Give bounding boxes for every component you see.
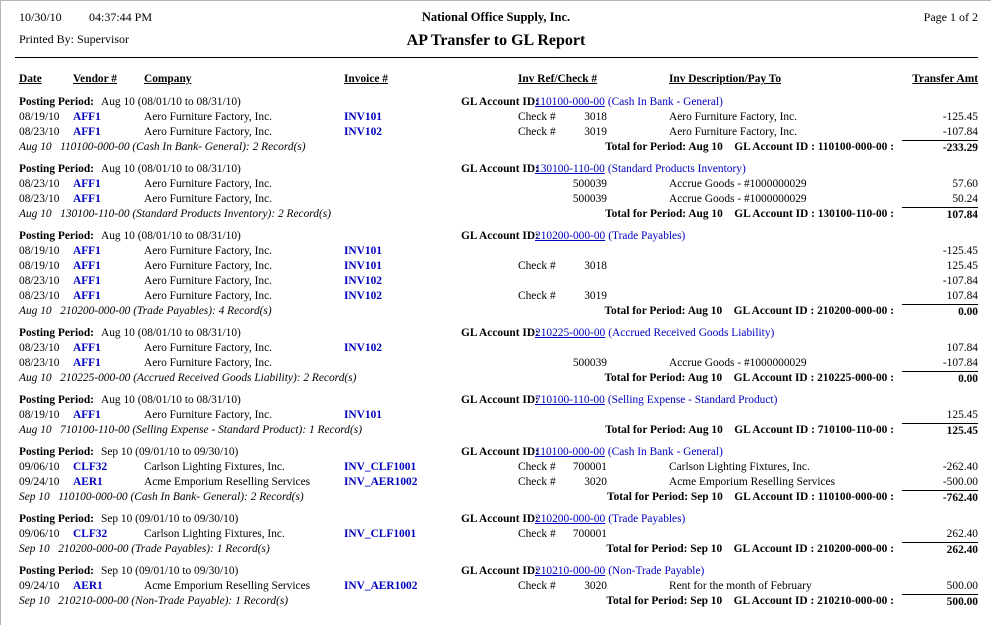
column-header-transfer-amt: Transfer Amt xyxy=(912,73,978,85)
date-cell: 08/23/10 xyxy=(19,193,60,205)
section-header-row xyxy=(1,162,991,177)
gl-account-section xyxy=(1,393,991,438)
invoice-link[interactable]: INV101 xyxy=(344,111,382,123)
print-date: 10/30/10 xyxy=(19,10,62,24)
description-cell: Rent for the month of February xyxy=(669,580,812,592)
section-header-row xyxy=(1,512,991,527)
total-amount: -233.29 xyxy=(902,140,978,156)
posting-period-label: Posting Period: xyxy=(19,163,94,175)
company-cell: Acme Emporium Reselling Services xyxy=(144,580,311,592)
report-header-line1 xyxy=(1,1,991,28)
company-cell: Aero Furniture Factory, Inc. xyxy=(144,357,272,369)
transaction-rows xyxy=(1,177,991,207)
section-header-row xyxy=(1,445,991,460)
description-cell: Accrue Goods - #1000000029 xyxy=(669,193,807,205)
gl-account-label: GL Account ID: xyxy=(461,446,539,458)
transfer-amount-cell: -107.84 xyxy=(942,126,978,138)
ref-check-number: 3019 xyxy=(584,126,607,138)
posting-period-label: Posting Period: xyxy=(19,394,94,406)
invoice-link[interactable]: INV_CLF1001 xyxy=(344,461,417,473)
posting-period-value: Sep 10 (09/01/10 to 09/30/10) xyxy=(101,446,239,458)
transfer-amount-cell: 107.84 xyxy=(946,342,978,354)
gl-account-label: GL Account ID: xyxy=(461,565,539,577)
total-amount: -762.40 xyxy=(902,490,978,506)
date-cell: 08/19/10 xyxy=(19,409,60,421)
report-body xyxy=(1,95,991,609)
check-number-label: Check # xyxy=(518,290,556,302)
check-number-label: Check # xyxy=(518,461,556,473)
total-label: Total for Period: Aug 10 GL Account ID : 210200-000-00 : xyxy=(604,305,894,317)
ref-check-number: 500039 xyxy=(572,178,607,190)
description-cell: Aero Furniture Factory, Inc. xyxy=(669,126,797,138)
gl-account-number[interactable]: 210200-000-00 xyxy=(535,230,606,242)
section-summary: Aug 10 710100-110-00 (Selling Expense - Standard Product): 1 Record(s) xyxy=(19,424,363,436)
gl-account-link[interactable] xyxy=(535,229,685,244)
vendor-link[interactable]: AFF1 xyxy=(73,193,101,205)
date-cell: 09/06/10 xyxy=(19,528,60,540)
company-cell: Aero Furniture Factory, Inc. xyxy=(144,126,272,138)
transaction-row xyxy=(1,356,991,371)
column-header-invoice: Invoice # xyxy=(344,73,388,85)
ref-check-number: 700001 xyxy=(572,461,607,473)
company-cell: Aero Furniture Factory, Inc. xyxy=(144,178,272,190)
total-label: Total for Period: Aug 10 GL Account ID : 130100-110-00 : xyxy=(605,208,894,220)
section-total-row xyxy=(1,304,991,319)
ref-check-number: 3018 xyxy=(584,260,607,272)
gl-account-label: GL Account ID: xyxy=(461,394,539,406)
section-total-row xyxy=(1,490,991,505)
invoice-link[interactable]: INV101 xyxy=(344,245,382,257)
gl-account-description[interactable]: (Accrued Received Goods Liability) xyxy=(608,327,775,339)
company-cell: Aero Furniture Factory, Inc. xyxy=(144,342,272,354)
posting-period-label: Posting Period: xyxy=(19,446,94,458)
posting-period-value: Aug 10 (08/01/10 to 08/31/10) xyxy=(101,394,241,406)
gl-account-number[interactable]: 130100-110-00 xyxy=(535,163,605,175)
transaction-row xyxy=(1,527,991,542)
date-cell: 08/23/10 xyxy=(19,275,60,287)
posting-period-value: Sep 10 (09/01/10 to 09/30/10) xyxy=(101,513,239,525)
transfer-amount-cell: 50.24 xyxy=(952,193,978,205)
description-cell: Aero Furniture Factory, Inc. xyxy=(669,111,797,123)
date-cell: 08/19/10 xyxy=(19,260,60,272)
transaction-rows xyxy=(1,460,991,490)
section-total-row xyxy=(1,542,991,557)
posting-period-label: Posting Period: xyxy=(19,513,94,525)
column-header-vendor: Vendor # xyxy=(73,73,117,85)
date-cell: 08/19/10 xyxy=(19,111,60,123)
transaction-row xyxy=(1,259,991,274)
total-label: Total for Period: Aug 10 GL Account ID : 210225-000-00 : xyxy=(604,372,894,384)
transaction-row xyxy=(1,110,991,125)
invoice-link[interactable]: INV102 xyxy=(344,290,382,302)
transaction-row xyxy=(1,579,991,594)
page-indicator: Page 1 of 2 xyxy=(923,10,978,24)
transfer-amount-cell: -125.45 xyxy=(942,111,978,123)
date-cell: 08/23/10 xyxy=(19,290,60,302)
gl-account-description[interactable]: (Trade Payables) xyxy=(608,513,686,525)
section-summary: Aug 10 210200-000-00 (Trade Payables): 4 Record(s) xyxy=(19,305,272,317)
invoice-link[interactable]: INV_CLF1001 xyxy=(344,528,417,540)
invoice-link[interactable]: INV101 xyxy=(344,260,382,272)
gl-account-section xyxy=(1,162,991,222)
gl-account-section xyxy=(1,95,991,155)
transfer-amount-cell: 107.84 xyxy=(946,290,978,302)
total-amount: 0.00 xyxy=(902,304,978,320)
transaction-row xyxy=(1,289,991,304)
section-summary: Aug 10 210225-000-00 (Accrued Received Goods Liability): 2 Record(s) xyxy=(19,372,357,384)
vendor-link[interactable]: AFF1 xyxy=(73,126,101,138)
company-cell: Aero Furniture Factory, Inc. xyxy=(144,111,272,123)
posting-period-label: Posting Period: xyxy=(19,327,94,339)
ref-check-number: 3019 xyxy=(584,290,607,302)
gl-account-label: GL Account ID: xyxy=(461,163,539,175)
invoice-link[interactable]: INV_AER1002 xyxy=(344,476,418,488)
transfer-amount-cell: 500.00 xyxy=(946,580,978,592)
total-amount: 262.40 xyxy=(902,542,978,558)
company-name: National Office Supply, Inc. xyxy=(421,10,571,24)
transfer-amount-cell: 262.40 xyxy=(946,528,978,540)
date-cell: 09/24/10 xyxy=(19,580,60,592)
section-header-row xyxy=(1,229,991,244)
date-cell: 08/19/10 xyxy=(19,245,60,257)
gl-account-link[interactable] xyxy=(535,564,704,579)
section-total-row xyxy=(1,207,991,222)
gl-account-section xyxy=(1,564,991,609)
date-cell: 09/06/10 xyxy=(19,461,60,473)
transfer-amount-cell: -500.00 xyxy=(942,476,978,488)
ref-check-number: 500039 xyxy=(572,357,607,369)
invoice-link[interactable]: INV102 xyxy=(344,275,382,287)
gl-account-description[interactable]: (Cash In Bank - General) xyxy=(607,446,723,458)
section-summary: Sep 10 210210-000-00 (Non-Trade Payable): 1 Record(s) xyxy=(19,595,289,607)
total-label: Total for Period: Sep 10 GL Account ID : 110100-000-00 : xyxy=(607,491,894,503)
invoice-link[interactable]: INV101 xyxy=(344,409,382,421)
section-summary: Sep 10 210200-000-00 (Trade Payables): 1 Record(s) xyxy=(19,543,270,555)
vendor-link[interactable]: CLF32 xyxy=(73,528,108,540)
date-cell: 08/23/10 xyxy=(19,342,60,354)
total-amount: 125.45 xyxy=(902,423,978,439)
posting-period-label: Posting Period: xyxy=(19,96,94,108)
posting-period-value: Aug 10 (08/01/10 to 08/31/10) xyxy=(101,96,241,108)
gl-account-label: GL Account ID: xyxy=(461,230,539,242)
vendor-link[interactable]: AFF1 xyxy=(73,260,101,272)
invoice-link[interactable]: INV_AER1002 xyxy=(344,580,418,592)
gl-account-label: GL Account ID: xyxy=(461,96,539,108)
check-number-label: Check # xyxy=(518,528,556,540)
vendor-link[interactable]: AFF1 xyxy=(73,357,101,369)
total-amount: 0.00 xyxy=(902,371,978,387)
invoice-link[interactable]: INV102 xyxy=(344,342,382,354)
vendor-link[interactable]: AFF1 xyxy=(73,342,101,354)
gl-account-label: GL Account ID: xyxy=(461,327,539,339)
date-cell: 08/23/10 xyxy=(19,126,60,138)
column-header-row xyxy=(1,71,991,91)
transaction-rows xyxy=(1,341,991,371)
transaction-row xyxy=(1,177,991,192)
gl-account-link[interactable] xyxy=(535,393,777,408)
total-label: Total for Period: Sep 10 GL Account ID : 210210-000-00 : xyxy=(606,595,894,607)
description-cell: Acme Emporium Reselling Services xyxy=(669,476,836,488)
company-cell: Aero Furniture Factory, Inc. xyxy=(144,275,272,287)
transaction-row xyxy=(1,274,991,289)
gl-account-link[interactable] xyxy=(535,445,723,460)
company-cell: Aero Furniture Factory, Inc. xyxy=(144,260,272,272)
posting-period-value: Sep 10 (09/01/10 to 09/30/10) xyxy=(101,565,239,577)
transaction-rows xyxy=(1,527,991,542)
transfer-amount-cell: 57.60 xyxy=(952,178,978,190)
transaction-row xyxy=(1,341,991,356)
posting-period-label: Posting Period: xyxy=(19,565,94,577)
printed-by: Printed By: Supervisor xyxy=(19,32,129,46)
gl-account-section xyxy=(1,229,991,319)
transfer-amount-cell: 125.45 xyxy=(946,409,978,421)
company-cell: Aero Furniture Factory, Inc. xyxy=(144,193,272,205)
gl-account-description[interactable]: (Standard Products Inventory) xyxy=(607,163,746,175)
company-cell: Aero Furniture Factory, Inc. xyxy=(144,245,272,257)
section-summary: Sep 10 110100-000-00 (Cash In Bank- General): 2 Record(s) xyxy=(19,491,304,503)
company-cell: Carlson Lighting Fixtures, Inc. xyxy=(144,461,285,473)
report-header-line2 xyxy=(1,28,991,54)
check-number-label: Check # xyxy=(518,580,556,592)
transfer-amount-cell: 125.45 xyxy=(946,260,978,272)
gl-account-number[interactable]: 210210-000-00 xyxy=(535,565,606,577)
vendor-link[interactable]: AFF1 xyxy=(73,409,101,421)
transaction-rows xyxy=(1,408,991,423)
transfer-amount-cell: -107.84 xyxy=(942,357,978,369)
transaction-row xyxy=(1,125,991,140)
transfer-amount-cell: -107.84 xyxy=(942,275,978,287)
report-title: AP Transfer to GL Report xyxy=(406,32,586,49)
company-cell: Acme Emporium Reselling Services xyxy=(144,476,311,488)
total-amount: 500.00 xyxy=(902,594,978,610)
gl-account-section xyxy=(1,445,991,505)
gl-account-label: GL Account ID: xyxy=(461,513,539,525)
posting-period-value: Aug 10 (08/01/10 to 08/31/10) xyxy=(101,327,241,339)
check-number-label: Check # xyxy=(518,111,556,123)
transaction-row xyxy=(1,192,991,207)
description-cell: Accrue Goods - #1000000029 xyxy=(669,357,807,369)
gl-account-link[interactable] xyxy=(535,326,774,341)
section-header-row xyxy=(1,95,991,110)
gl-account-description[interactable]: (Cash In Bank - General) xyxy=(607,96,723,108)
gl-account-number[interactable]: 110100-000-00 xyxy=(535,446,605,458)
section-total-row xyxy=(1,140,991,155)
transaction-row xyxy=(1,408,991,423)
section-header-row xyxy=(1,393,991,408)
date-cell: 09/24/10 xyxy=(19,476,60,488)
description-cell: Accrue Goods - #1000000029 xyxy=(669,178,807,190)
gl-account-number[interactable]: 210225-000-00 xyxy=(535,327,606,339)
vendor-link[interactable]: AFF1 xyxy=(73,111,101,123)
posting-period-value: Aug 10 (08/01/10 to 08/31/10) xyxy=(101,230,241,242)
gl-account-description[interactable]: (Trade Payables) xyxy=(608,230,686,242)
gl-account-section xyxy=(1,326,991,386)
date-cell: 08/23/10 xyxy=(19,357,60,369)
print-time: 04:37:44 PM xyxy=(89,10,153,24)
total-amount: 107.84 xyxy=(902,207,978,223)
description-cell: Carlson Lighting Fixtures, Inc. xyxy=(669,461,810,473)
column-header-description: Inv Description/Pay To xyxy=(669,73,782,85)
check-number-label: Check # xyxy=(518,476,556,488)
company-cell: Aero Furniture Factory, Inc. xyxy=(144,290,272,302)
section-summary: Aug 10 130100-110-00 (Standard Products Inventory): 2 Record(s) xyxy=(19,208,332,220)
vendor-link[interactable]: AER1 xyxy=(73,580,103,592)
section-total-row xyxy=(1,594,991,609)
vendor-link[interactable]: AFF1 xyxy=(73,245,101,257)
transaction-row xyxy=(1,460,991,475)
gl-account-link[interactable] xyxy=(535,95,723,110)
total-label: Total for Period: Aug 10 GL Account ID : 110100-000-00 : xyxy=(605,141,894,153)
gl-account-number[interactable]: 710100-110-00 xyxy=(535,394,605,406)
section-summary: Aug 10 110100-000-00 (Cash In Bank- General): 2 Record(s) xyxy=(19,141,306,153)
posting-period-value: Aug 10 (08/01/10 to 08/31/10) xyxy=(101,163,241,175)
date-cell: 08/23/10 xyxy=(19,178,60,190)
gl-account-section xyxy=(1,512,991,557)
check-number-label: Check # xyxy=(518,260,556,272)
ref-check-number: 3018 xyxy=(584,111,607,123)
transaction-row xyxy=(1,475,991,490)
ref-check-number: 500039 xyxy=(572,193,607,205)
gl-account-link[interactable] xyxy=(535,162,746,177)
ref-check-number: 700001 xyxy=(572,528,607,540)
vendor-link[interactable]: AFF1 xyxy=(73,275,101,287)
vendor-link[interactable]: AFF1 xyxy=(73,290,101,302)
vendor-link[interactable]: AER1 xyxy=(73,476,103,488)
gl-account-number[interactable]: 210200-000-00 xyxy=(535,513,606,525)
column-header-ref-check: Inv Ref/Check # xyxy=(518,73,598,85)
total-label: Total for Period: Sep 10 GL Account ID : 210200-000-00 : xyxy=(606,543,894,555)
ref-check-number: 3020 xyxy=(584,580,607,592)
company-cell: Carlson Lighting Fixtures, Inc. xyxy=(144,528,285,540)
transaction-rows xyxy=(1,579,991,594)
check-number-label: Check # xyxy=(518,126,556,138)
gl-account-number[interactable]: 110100-000-00 xyxy=(535,96,605,108)
section-header-row xyxy=(1,326,991,341)
transaction-rows xyxy=(1,244,991,304)
section-header-row xyxy=(1,564,991,579)
vendor-link[interactable]: AFF1 xyxy=(73,178,101,190)
section-total-row xyxy=(1,371,991,386)
posting-period-label: Posting Period: xyxy=(19,230,94,242)
header-rule xyxy=(15,57,978,58)
vendor-link[interactable]: CLF32 xyxy=(73,461,108,473)
total-label: Total for Period: Aug 10 GL Account ID : 710100-110-00 : xyxy=(605,424,894,436)
gl-account-description[interactable]: (Selling Expense - Standard Product) xyxy=(607,394,778,406)
transaction-rows xyxy=(1,110,991,140)
transfer-amount-cell: -125.45 xyxy=(942,245,978,257)
transfer-amount-cell: -262.40 xyxy=(942,461,978,473)
company-cell: Aero Furniture Factory, Inc. xyxy=(144,409,272,421)
section-total-row xyxy=(1,423,991,438)
ref-check-number: 3020 xyxy=(584,476,607,488)
gl-account-link[interactable] xyxy=(535,512,685,527)
transaction-row xyxy=(1,244,991,259)
column-header-company: Company xyxy=(144,73,192,85)
invoice-link[interactable]: INV102 xyxy=(344,126,382,138)
column-header-date: Date xyxy=(19,73,42,85)
gl-account-description[interactable]: (Non-Trade Payable) xyxy=(608,565,705,577)
